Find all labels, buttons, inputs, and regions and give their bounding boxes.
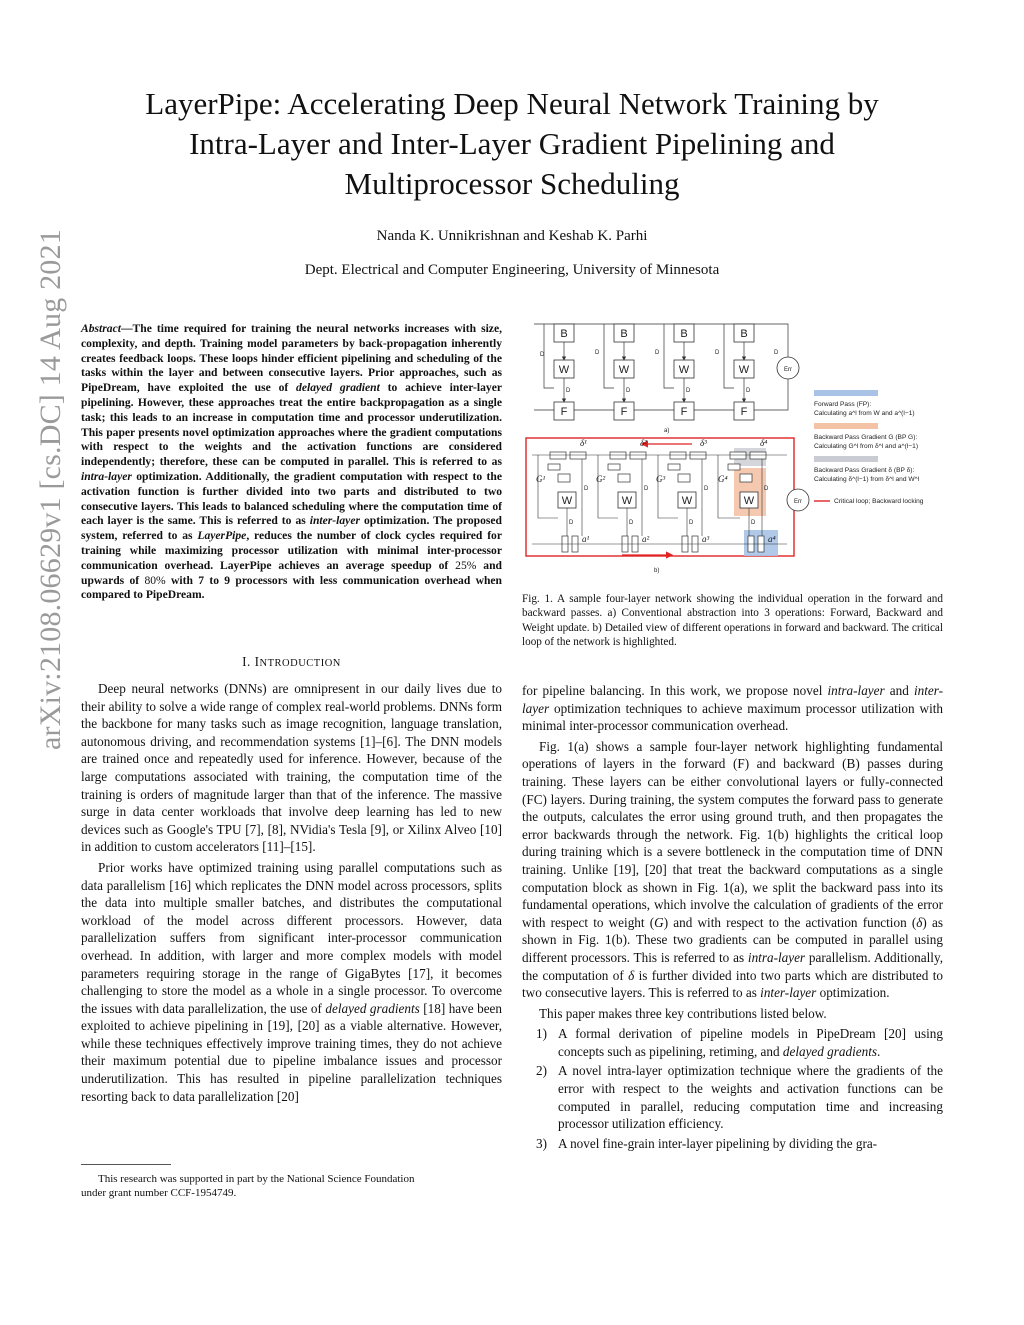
grad-label-3: G³ bbox=[656, 474, 666, 484]
abstract-math: 80% bbox=[144, 573, 166, 587]
svg-text:F: F bbox=[740, 406, 748, 418]
text-span: A novel intra-layer optimization technique where the gradients of the error with respect to the weights and activation functions can be computed in parallel, reducing computation time and increasing processor utilization efficiency. bbox=[558, 1063, 943, 1132]
abstract-text: optimization. The proposed system, referred to as bbox=[81, 514, 502, 543]
footnote-line-1: This research was supported in part by the National Science Foundation bbox=[98, 1173, 415, 1185]
intro-paragraph-2 bbox=[81, 859, 502, 1105]
legend-fp-desc: Calculating a^l from W and a^(l−1) bbox=[814, 410, 915, 417]
text-em: intra-layer bbox=[747, 949, 806, 965]
right-column-text bbox=[522, 682, 943, 1154]
w-box-b-3 bbox=[678, 492, 696, 508]
delta-label-2: δ² bbox=[640, 438, 647, 448]
text-span: is further divided into two parts which are distributed to two consecutive layers. This is referred to as bbox=[522, 967, 943, 1001]
contribution-item-1 bbox=[522, 1025, 943, 1060]
svg-text:B: B bbox=[560, 328, 568, 340]
svg-text:B: B bbox=[740, 328, 748, 340]
abstract-math: 25% bbox=[455, 558, 477, 572]
svg-text:F: F bbox=[560, 406, 568, 418]
svg-text:D: D bbox=[764, 486, 769, 492]
text-span: optimization. bbox=[816, 985, 890, 1001]
svg-text:W: W bbox=[681, 495, 693, 507]
legend-bpg-title: Backward Pass Gradient G (BP G): bbox=[814, 434, 918, 441]
svg-text:F: F bbox=[680, 406, 688, 418]
affiliation: Dept. Electrical and Computer Engineering, University of Minnesota bbox=[304, 262, 720, 278]
svg-text:B: B bbox=[620, 328, 628, 340]
w-box-b-4 bbox=[740, 492, 758, 508]
section-cap: I bbox=[254, 654, 260, 669]
act-label-2: a² bbox=[642, 534, 650, 544]
abstract-em: intra-layer bbox=[81, 469, 132, 483]
svg-text:Err: Err bbox=[794, 499, 802, 505]
svg-text:D: D bbox=[584, 486, 589, 492]
text-span: Fig. 1(a) shows a sample four-layer network highlighting fundamental operations of layers in the forward (F) and backward (B) passes during training. These layers can be either convolutional layers or fully-connected (FC) layers. During training, the system computes the forward pass to generate the outputs, calculates the error using ground truth, and then propagates the error backwards through the network. Fig. 1(b) highlights the critical loop during training which is a severe bottleneck in the computation time of DNN training. Unlike [19], [20] that treat the backward computations as a single computation block as shown in Fig. 1(a), we split the backward pass into its fundamental operations, which involve the calculation of gradients of the error with respect to weight ( bbox=[522, 738, 943, 930]
b-box-1 bbox=[554, 324, 574, 342]
svg-text:D: D bbox=[689, 520, 694, 526]
fig-part-a bbox=[534, 324, 799, 434]
arxiv-side-label: arXiv:2108.06629v1 [cs.DC] 14 Aug 2021 bbox=[34, 229, 67, 750]
grad-label-2: G² bbox=[596, 474, 606, 484]
svg-text:D: D bbox=[715, 350, 720, 356]
footnote-rule bbox=[81, 1164, 171, 1165]
f-box-3 bbox=[674, 402, 694, 420]
contribution-item-2 bbox=[522, 1062, 943, 1132]
right-paragraph-2: This paper makes three key contributions listed below. bbox=[539, 1005, 827, 1021]
section-heading bbox=[81, 654, 502, 670]
svg-text:D: D bbox=[644, 486, 649, 492]
figure-1 bbox=[522, 318, 946, 590]
text-em: intra-layer bbox=[827, 683, 885, 698]
act-label-4: a⁴ bbox=[768, 534, 776, 544]
paper-title bbox=[80, 84, 944, 204]
svg-text:D: D bbox=[655, 350, 660, 356]
title-line-2: Intra-Layer and Inter-Layer Gradient Pipelining and bbox=[189, 126, 835, 161]
svg-text:W: W bbox=[678, 364, 690, 376]
legend bbox=[814, 390, 924, 505]
abstract-text: with 7 to 9 processors with less communication overhead when compared to PipeDream. bbox=[81, 573, 502, 602]
text-span: and bbox=[884, 683, 914, 698]
contribution-item-3 bbox=[522, 1135, 943, 1153]
act-label-3: a³ bbox=[702, 534, 710, 544]
text-span: A novel fine-grain inter-layer pipelining by dividing the gra- bbox=[558, 1135, 878, 1151]
list-number: 3) bbox=[536, 1135, 547, 1151]
abstract bbox=[81, 322, 502, 603]
f-box-1 bbox=[554, 402, 574, 420]
abstract-em: delayed gradient bbox=[296, 381, 380, 395]
grad-label-4: G⁴ bbox=[718, 474, 728, 484]
err-node-a bbox=[777, 357, 799, 379]
svg-text:D: D bbox=[704, 486, 709, 492]
svg-text:D: D bbox=[569, 520, 574, 526]
svg-text:D: D bbox=[626, 388, 631, 394]
text-span: parallelism. Additionally, the computation of bbox=[522, 949, 943, 983]
svg-text:D: D bbox=[540, 352, 545, 358]
f-box-2 bbox=[614, 402, 634, 420]
fig-part-b bbox=[526, 438, 809, 574]
text-span: for pipeline balancing. In this work, we propose novel bbox=[522, 683, 828, 698]
list-number: 2) bbox=[536, 1063, 547, 1079]
svg-text:W: W bbox=[738, 364, 750, 376]
svg-text:W: W bbox=[618, 364, 630, 376]
legend-swatch-fp bbox=[814, 390, 878, 396]
text-span: A formal derivation of pipeline models in PipeDream [20] using concepts such as pipelining, retiming, and bbox=[558, 1026, 943, 1059]
text-em: δ bbox=[916, 914, 923, 930]
list-number: 1) bbox=[536, 1026, 547, 1042]
abstract-text: , reduces the number of clock cycles required for training while maximizing processor utilization with minimal inter-processor communication overhead. LayerPipe achieves an average speedup of bbox=[81, 529, 502, 572]
text-em: δ bbox=[628, 967, 635, 983]
act-label-1: a¹ bbox=[582, 534, 590, 544]
footnote bbox=[81, 1172, 502, 1200]
section-number: I. bbox=[242, 654, 251, 669]
legend-bpd-title: Backward Pass Gradient δ (BP δ): bbox=[814, 467, 915, 474]
intro-em: delayed gradients bbox=[325, 1000, 420, 1016]
legend-loop-title: Critical loop; Backward locking bbox=[834, 498, 924, 505]
delta-label-1: δ¹ bbox=[580, 438, 587, 448]
text-span: ) as shown in Fig. 1(b). These two gradients can be computed in parallel using different processors. This is referred to as bbox=[522, 914, 943, 965]
abstract-em: LayerPipe bbox=[197, 529, 247, 543]
delta-label-4: δ⁴ bbox=[760, 438, 768, 448]
svg-text:W: W bbox=[561, 495, 573, 507]
introduction bbox=[81, 680, 502, 1108]
intro-text: [18] have been exploited to achieve pipelining in [19], [20] as a viable alternative. However, while these techniques effectively improve training times, they do not achieve their maximum potential due to pipeline imbalance issues and processor underutilization. This has resulted in pipeline parallelization techniques resorting back to data parallelization [20] bbox=[81, 1000, 503, 1104]
right-paragraph-1 bbox=[522, 738, 943, 1002]
svg-text:Err: Err bbox=[784, 367, 792, 373]
delta-label-3: δ³ bbox=[700, 438, 707, 448]
figure-caption: Fig. 1. A sample four-layer network showing the individual operation in the forward and backward passes. a) Conventional abstraction into 3 operations: Forward, Backward and Weight update. b) Detailed view of different operations in forward and backward. The critical loop of the network is highlighted. bbox=[522, 593, 943, 649]
svg-text:D: D bbox=[751, 520, 756, 526]
w-box-2 bbox=[614, 360, 634, 378]
svg-text:D: D bbox=[686, 388, 691, 394]
legend-bpd-desc: Calculating δ^(l−1) from δ^l and W^l bbox=[814, 476, 920, 483]
b-box-4 bbox=[734, 324, 754, 342]
abstract-text: —The time required for training the neural networks increases with size, complexity, and depth. Training model parameters by back-propagation inherently creates feedback loops. These loops hinder efficient pipelining and scheduling of the tasks within the layer and between consecutive layers. Prior approaches, such as PipeDream, have exploited the use of bbox=[81, 322, 502, 395]
contribution-list bbox=[522, 1025, 943, 1152]
svg-text:W: W bbox=[558, 364, 570, 376]
section-rest: NTRODUCTION bbox=[259, 658, 341, 669]
b-box-2 bbox=[614, 324, 634, 342]
legend-swatch-bpd bbox=[814, 456, 878, 462]
w-box-4 bbox=[734, 360, 754, 378]
svg-text:F: F bbox=[620, 406, 628, 418]
svg-text:D: D bbox=[566, 388, 571, 394]
svg-text:W: W bbox=[743, 495, 755, 507]
text-span: ) and with respect to the activation function ( bbox=[663, 914, 917, 930]
text-span: . bbox=[877, 1043, 881, 1059]
text-em: inter-layer bbox=[522, 683, 943, 716]
right-paragraph-0 bbox=[522, 682, 943, 735]
footnote-line-2: under grant number CCF-1954749. bbox=[81, 1187, 237, 1199]
abstract-em: inter-layer bbox=[309, 514, 360, 528]
title-line-1: LayerPipe: Accelerating Deep Neural Network Training by bbox=[145, 86, 879, 121]
w-box-b-1 bbox=[558, 492, 576, 508]
intro-paragraph-1: Deep neural networks (DNNs) are omnipresent in our daily lives due to their ability to solve a wide range of complex real-world problems. DNNs form the backbone for many tasks such as image recognition, language translation, autonomous driving, and recommendation systems [1]–[6]. The DNN models are trained once and repeatedly used for inference. However, because of the large computations associated with training, the computation time of the training is orders of magnitude larger than that of the inference. The massive surge in data center workloads that involve deep learning has led to new devices such as Google's TPU [7], [8], NVidia's Tesla [9], or Xilinx Alveo [10] in addition to custom accelerators [11]–[15]. bbox=[81, 681, 502, 855]
f-box-4 bbox=[734, 402, 754, 420]
abstract-text: and upwards of bbox=[81, 558, 502, 587]
title-line-3: Multiprocessor Scheduling bbox=[344, 166, 680, 201]
w-box-b-2 bbox=[618, 492, 636, 508]
grad-label-1: G¹ bbox=[536, 474, 546, 484]
w-box-1 bbox=[554, 360, 574, 378]
legend-swatch-bpg bbox=[814, 423, 878, 429]
legend-bpg-desc: Calculating G^l from δ^l and a^(l−1) bbox=[814, 443, 919, 450]
svg-text:W: W bbox=[621, 495, 633, 507]
label-a: a) bbox=[664, 428, 670, 434]
abstract-text: to achieve inter-layer pipelining. However, these approaches treat the entire backpropagation as a single task; this leads to an increase in computation time and processor underutilization. This paper presents novel optimization approaches where the gradient computations with respect to the weights and the activation functions are considered independently; therefore, these can be computed in parallel. This is referred to as bbox=[81, 381, 502, 469]
w-box-3 bbox=[674, 360, 694, 378]
text-em: delayed gradients bbox=[782, 1043, 877, 1059]
svg-text:D: D bbox=[774, 350, 779, 356]
svg-text:D: D bbox=[746, 388, 751, 394]
abstract-text: optimization. Additionally, the gradient computation with respect to the activation function is further divided into two parts and distributed to two consecutive layers. This leads to balanced scheduling where the computation time of each layer is the same. This is referred to as bbox=[81, 469, 502, 528]
legend-fp-title: Forward Pass (FP): bbox=[814, 401, 872, 408]
err-node-b bbox=[787, 489, 809, 511]
text-em: inter-layer bbox=[760, 985, 817, 1001]
text-em: G bbox=[654, 914, 664, 930]
svg-text:D: D bbox=[629, 520, 634, 526]
svg-text:B: B bbox=[680, 328, 688, 340]
b-box-3 bbox=[674, 324, 694, 342]
intro-text: Prior works have optimized training using parallel computations such as data parallelism [16] which replicates the DNN model across processors, splits the data into multiple smaller batches, and distributes the computational workload of the model across different processors. However, data parallelization suffers from significant inter-processor communication overhead. In addition, with larger and more complex models with model parameters requiring storage in the range of GigaBytes [17], it becomes challenging to store the model as a whole in a single processor. To overcome the issues with data parallelization, the use of bbox=[81, 859, 502, 1016]
svg-text:D: D bbox=[595, 350, 600, 356]
abstract-label: Abstract bbox=[81, 322, 121, 335]
authors: Nanda K. Unnikrishnan and Keshab K. Parhi bbox=[376, 228, 648, 244]
text-span: optimization techniques to achieve maximum processor utilization with minimal inter-processor communication overhead. bbox=[522, 700, 943, 734]
label-b: b) bbox=[654, 568, 660, 574]
